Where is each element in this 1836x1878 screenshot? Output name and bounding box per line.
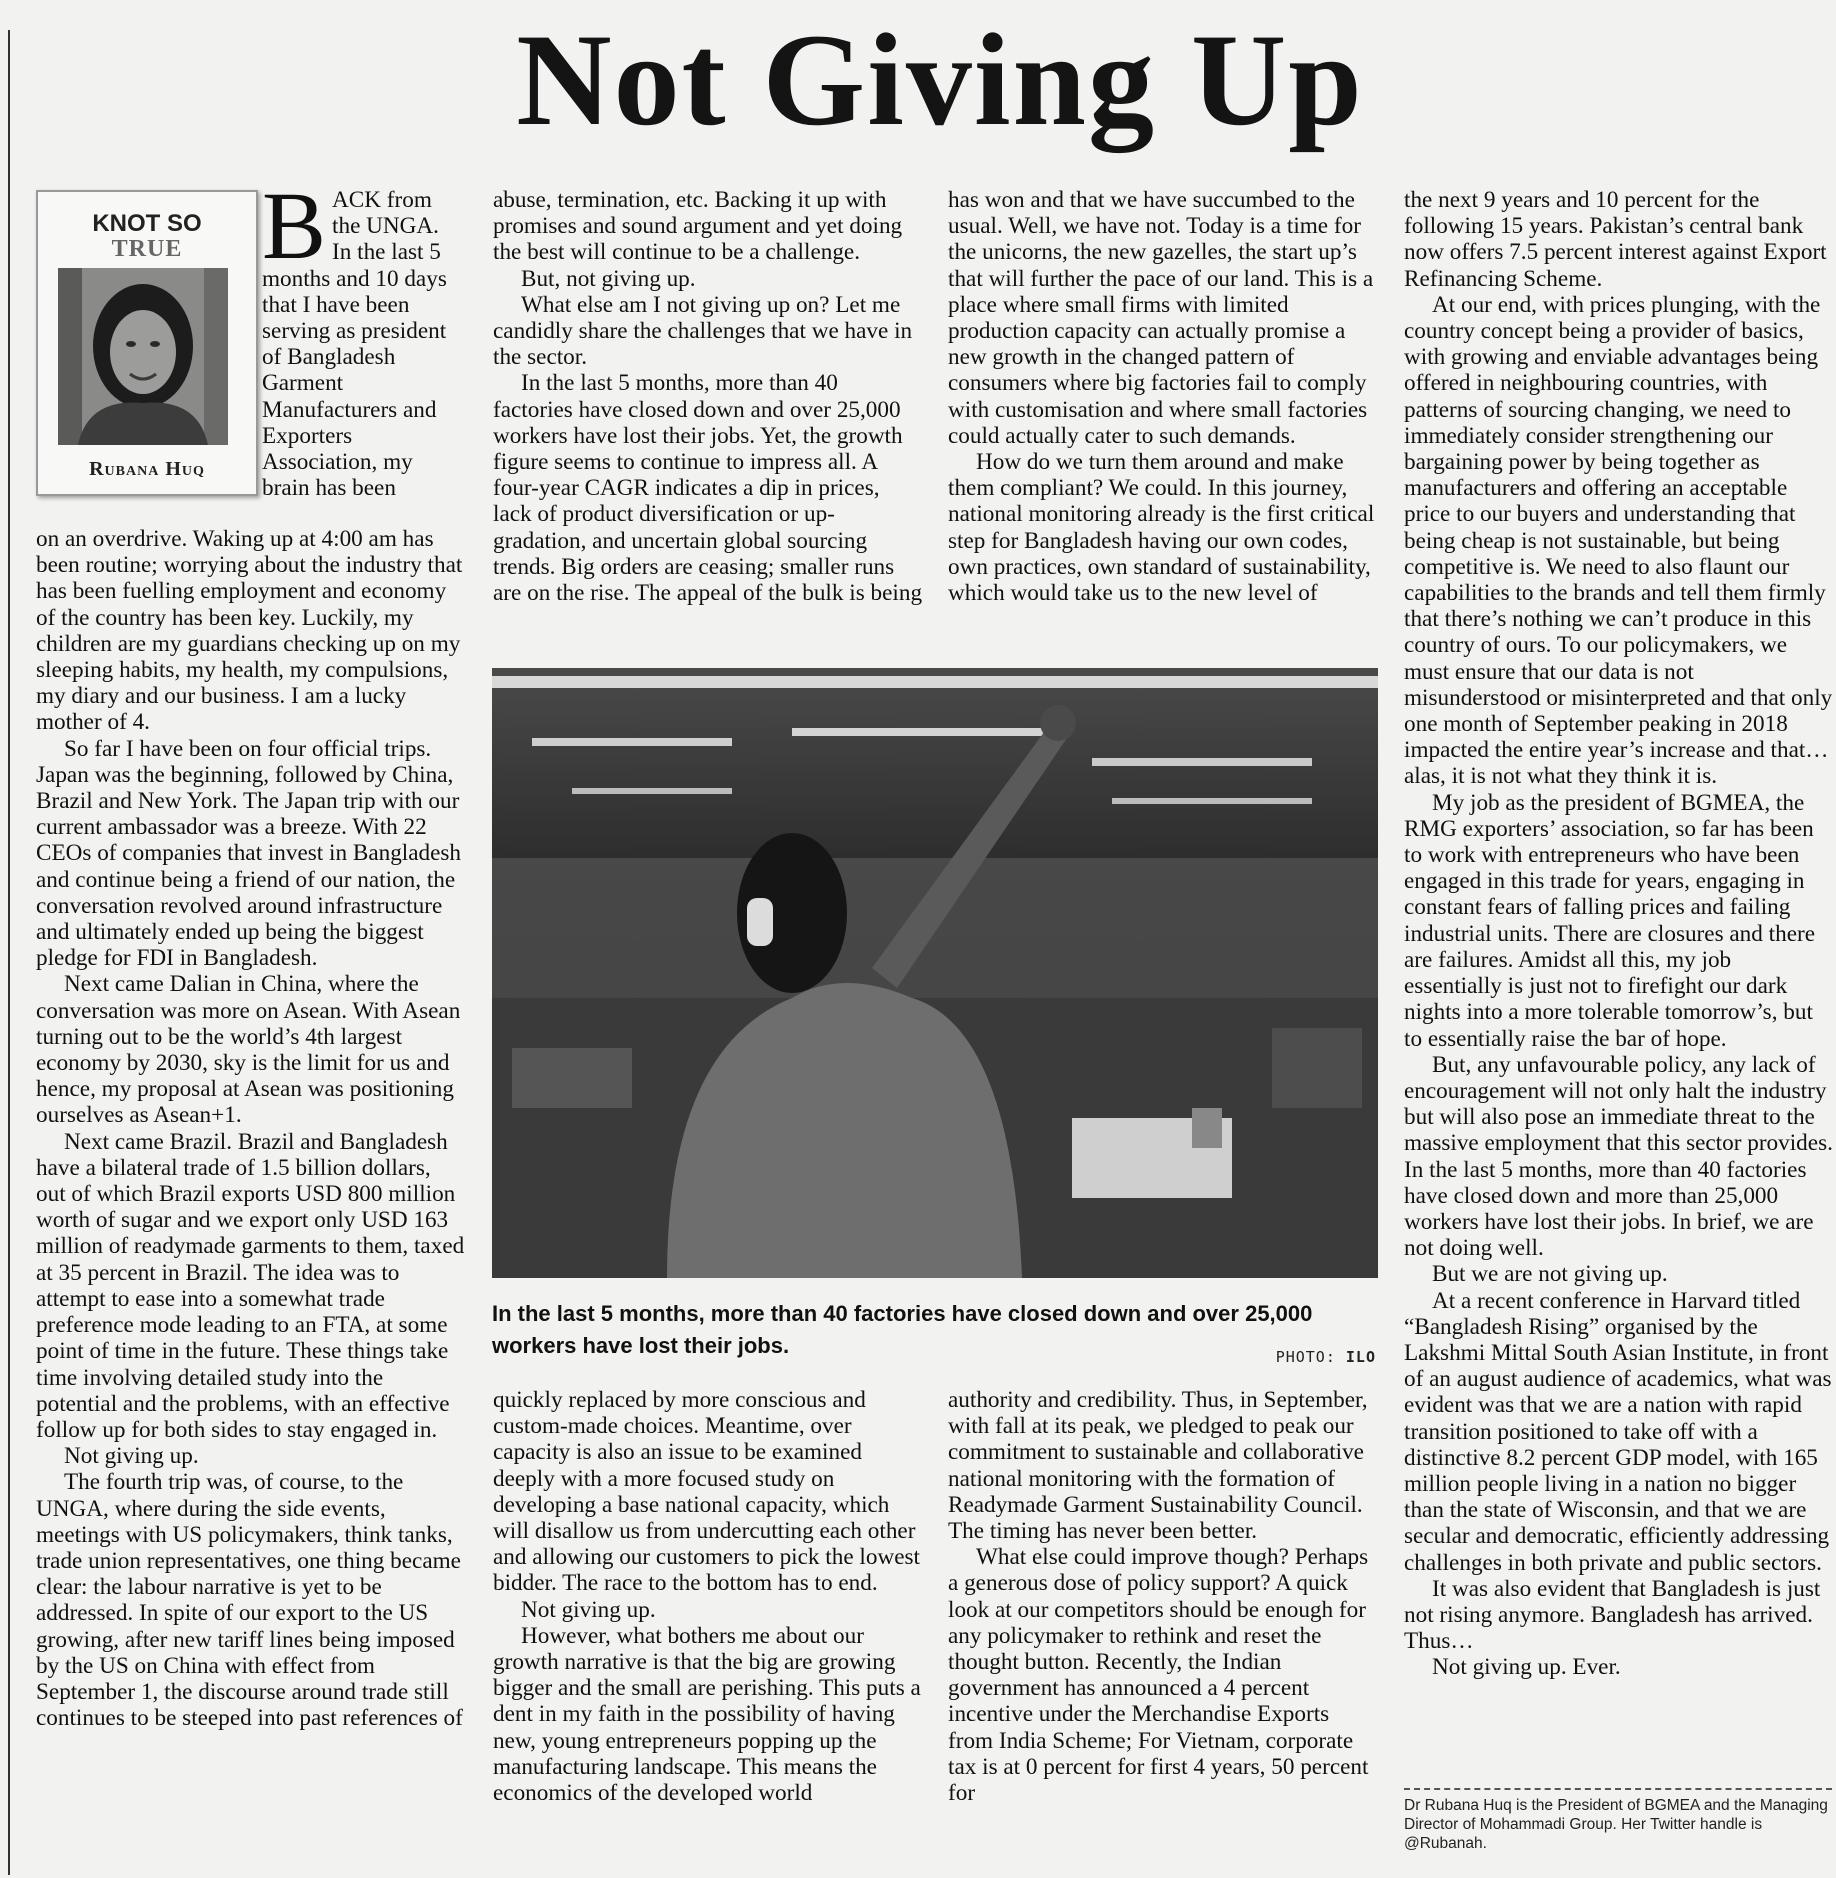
column-name-line-1: KNOT SO bbox=[92, 210, 202, 237]
column-1 bbox=[36, 526, 466, 1731]
author-name: Rubana Huq bbox=[89, 458, 205, 480]
paragraph: Not giving up. Ever. bbox=[1432, 1654, 1621, 1681]
paragraph: So far I have been on four official trips. Japan was the beginning, followed by China, Brazil and New York. The Japan trip with our current ambassador was a breeze. With 22 CEOs of companies that invest in Bangladesh and continue being a friend of our nation, the conversation revolved around infrastructure and ultimately ended up being the biggest pledge for FDI in Bangladesh. bbox=[36, 735, 462, 972]
paragraph: However, what bothers me about our growth narrative is that the big are growing bigger and the small are perishing. This puts a dent in my faith in the possibility of having new, young entrepreneurs popping up the manufacturing landscape. This means the economics of the developed world bbox=[493, 1622, 921, 1807]
factory-photo bbox=[492, 668, 1378, 1278]
column-3-top bbox=[948, 187, 1378, 606]
photo-credit-source: ILO bbox=[1345, 1348, 1376, 1366]
author-portrait bbox=[58, 268, 228, 445]
column-2-top bbox=[493, 187, 923, 606]
paragraph: But, any unfavourable policy, any lack of encouragement will not only halt the industry but will also pose an immediate threat to the massive employment that this sector provides. In the last 5 months, more than 40 factories have closed down and more than 25,000 workers have lost their jobs. In brief, we are not doing well. bbox=[1404, 1051, 1833, 1262]
columnist-box bbox=[36, 190, 258, 496]
paragraph: But we are not giving up. bbox=[1432, 1261, 1668, 1288]
column-4 bbox=[1404, 187, 1834, 1681]
intro-lead-text: ACK from the UNGA. In the last 5 months and 10 days that I have been serving as president of Bangladesh Garment Manufacturers and Exporters Association, my brain has been bbox=[262, 187, 447, 502]
column-rule bbox=[8, 30, 10, 1875]
paragraph: What else could improve though? Perhaps a generous dose of policy support? A quick look at our competitors should be enough for any policymaker to rethink and reset the thought button. Recently, the Indian government has announced a 4 percent incentive under the Merchandise Exports from India Scheme; For Vietnam, corporate tax is at 0 percent for first 4 years, 50 percent for bbox=[948, 1544, 1369, 1807]
paragraph: Not giving up. bbox=[521, 1596, 656, 1623]
column-2-bottom bbox=[493, 1387, 923, 1806]
paragraph: At our end, with prices plunging, with the country concept being a provider of basics, with growing and enviable advantages being offered in neighbouring countries, with patterns of sourcing changing, we need to immediately consider strengthening our bargaining power by being together as manufacturers and offering an acceptable price to our buyers and understanding that being cheap is not sustainable, but being competitive is. We need to also flaunt our capabilities to the brands and tell them firmly that there’s nothing we can’t produce in this country of ours. To our policymakers, we must ensure that our data is not misunderstood or misinterpreted and that only one month of September peaking in 2018 impacted the entire year’s increase and that…alas, it is not what they think it is. bbox=[1404, 291, 1833, 790]
photo-credit bbox=[1200, 1348, 1376, 1366]
paragraph: At a recent conference in Harvard titled “Bangladesh Rising” organised by the Lakshmi Mittal South Asian Institute, in front of an august audience of academics, what was evident was that we are a nation with rapid transition positioned to take off with a distinctive 8.2 percent GDP model, with 165 million people living in a nation no bigger than the state of Wisconsin, and that we are secular and democratic, efficiently addressing challenges in both private and public sectors. bbox=[1404, 1287, 1832, 1576]
paragraph: Next came Dalian in China, where the conversation was more on Asean. With Asean turning out to be the world’s 4th largest economy by 2030, sky is the limit for us and hence, my proposal at Asean was positioning ourselves as Asean+1. bbox=[36, 971, 461, 1129]
article-intro bbox=[262, 172, 462, 502]
paragraph: Next came Brazil. Brazil and Bangladesh have a bilateral trade of 1.5 billion dollars, out of which Brazil exports USD 800 million worth of sugar and we export only USD 163 million of readymade garments to them, taxed at 35 percent in Brazil. The idea was to attempt to ease into a somewhat trade preference mode leading to an FTA, at some point of time in the future. These things take time involving detailed study into the potential and the problems, with an effective follow up for both sides to stay engaged in. bbox=[36, 1128, 465, 1443]
column-name-line-2: TRUE bbox=[111, 236, 183, 262]
photo-caption: In the last 5 months, more than 40 factories have closed down and over 25,000 workers have lost their jobs. bbox=[492, 1301, 1313, 1358]
paragraph: My job as the president of BGMEA, the RMG exporters’ association, so far has been to work with entrepreneurs who have been engaged in this trade for years, engaging in constant fears of falling prices and failing industrial units. There are closures and there are failures. Amidst all this, my job essentially is just not to firefight our dark nights into a more tolerable tomorrow’s, but to essentially raise the bar of hope. bbox=[1404, 789, 1816, 1052]
paragraph: What else am I not giving up on? Let me candidly share the challenges that we have in the sector. bbox=[493, 291, 913, 371]
paragraph: the next 9 years and 10 percent for the following 15 years. Pakistan’s central bank now offers 7.5 percent interest against Export Refinancing Scheme. bbox=[1404, 187, 1827, 292]
paragraph: How do we turn them around and make them compliant? We could. In this journey, national monitoring already is the first critical step for Bangladesh having our own codes, own practices, own standard of sustainability, which would take us to the new level of bbox=[948, 449, 1375, 607]
photo-credit-label: PHOTO: bbox=[1275, 1348, 1336, 1366]
author-bio: Dr Rubana Huq is the President of BGMEA and the Managing Director of Mohammadi Group. Her Twitter handle is @Rubanah. bbox=[1404, 1797, 1828, 1852]
paragraph: The fourth trip was, of course, to the UNGA, where during the side events, meetings with US policymakers, think tanks, trade union representatives, one thing became clear: the labour narrative is yet to be addressed. In spite of our export to the US growing, after new tariff lines being imposed by the US on China with effect from September 1, the discourse around trade still continues to be steeped into past references of bbox=[36, 1469, 463, 1732]
paragraph: authority and credibility. Thus, in September, with fall at its peak, we pledged to peak our commitment to sustainable and collaborative national monitoring with the formation of Readymade Garment Sustainability Council. The timing has never been better. bbox=[948, 1387, 1368, 1545]
paragraph: In the last 5 months, more than 40 factories have closed down and over 25,000 workers have lost their jobs. Yet, the growth figure seems to continue to impress all. A four-year CAGR indicates a dip in prices, lack of product diversification or up-gradation, and uncertain global sourcing trends. Big orders are ceasing; smaller runs are on the rise. The appeal of the bulk is being bbox=[493, 370, 923, 607]
paragraph: has won and that we have succumbed to the usual. Well, we have not. Today is a time for the unicorns, the new gazelles, the start up’s that will further the pace of our land. This is a place where small firms with limited production capacity can actually promise a new growth in the changed pattern of consumers where big factories fail to comply with customisation and where small factories could actually cater to such demands. bbox=[948, 187, 1374, 449]
paragraph: But, not giving up. bbox=[521, 265, 696, 292]
paragraph: abuse, termination, etc. Backing it up with promises and sound argument and yet doing the best will continue to be a challenge. bbox=[493, 187, 903, 266]
column-3-bottom bbox=[948, 1387, 1378, 1806]
paragraph: Not giving up. bbox=[64, 1443, 199, 1470]
drop-cap: B bbox=[262, 172, 327, 279]
paragraph: It was also evident that Bangladesh is just not rising anymore. Bangladesh has arrived. Thus… bbox=[1404, 1575, 1821, 1655]
paragraph: quickly replaced by more conscious and custom-made choices. Meantime, over capacity is also an issue to be examined deeply with a more focused study on developing a base national capacity, which will disallow us from undercutting each other and allowing our customers to pick the lowest bidder. The race to the bottom has to end. bbox=[493, 1387, 920, 1597]
paragraph: on an overdrive. Waking up at 4:00 am has been routine; worrying about the industry that has been fuelling employment and economy of the country has been key. Luckily, my children are my guardians checking up on my sleeping habits, my health, my compulsions, my diary and our business. I am a lucky mother of 4. bbox=[36, 526, 463, 736]
bio-divider bbox=[1404, 1788, 1832, 1790]
headline: Not Giving Up bbox=[516, 6, 1364, 153]
